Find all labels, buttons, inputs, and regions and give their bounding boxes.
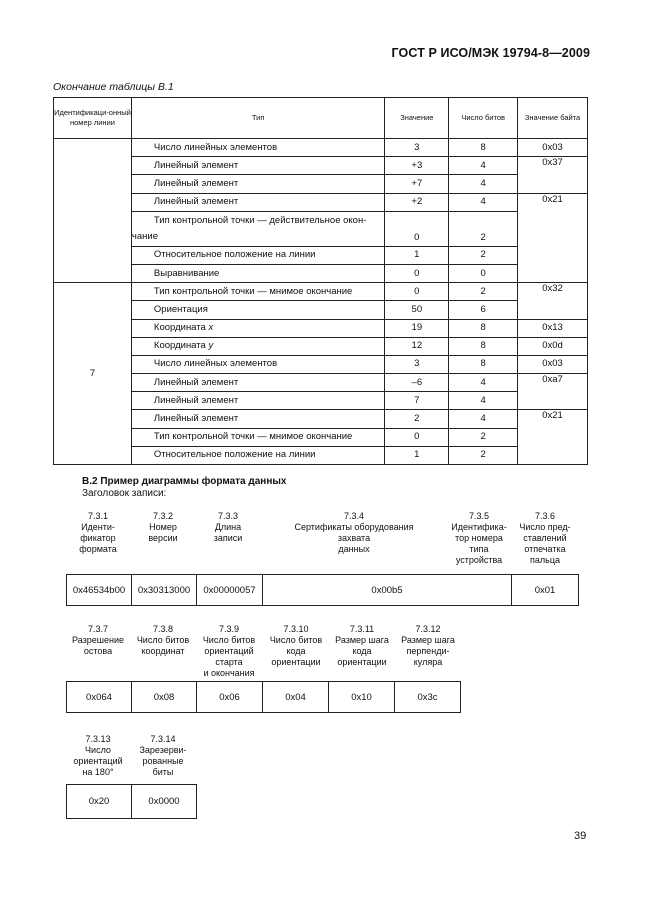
type-prefix: Координата [153, 322, 209, 334]
value-cell: 7 [385, 392, 449, 410]
value-cell: 0 [385, 428, 449, 446]
field-label-coord-bits: 7.3.8 Число битов координат [136, 624, 190, 656]
table-row [54, 139, 588, 157]
byte-cell: 0x21 [518, 193, 588, 283]
bits-cell: 0 [449, 264, 518, 282]
field-label-device-type-id: 7.3.5 Идентифика- тор номера типа устройства [451, 511, 507, 565]
field-label-view-count: 7.3.6 Число пред- ставлений отпечатка пальца [519, 511, 571, 565]
field-label-version: 7.3.2 Номер версии [148, 511, 178, 543]
bits-cell: 2 [449, 428, 518, 446]
id-cell-empty [54, 139, 132, 283]
col-header-type: Тип [131, 98, 384, 139]
type-cell: Линейный элемент [131, 175, 384, 193]
value-cell: 3 [385, 355, 449, 373]
table-row [54, 319, 588, 337]
byte-cell: 0x32 [518, 283, 588, 319]
field-label-skeleton-resolution: 7.3.7 Разрешение остова [72, 624, 124, 656]
table-row [54, 392, 588, 410]
section-title: В.2 Пример диаграммы формата данных [82, 476, 287, 487]
byte-cell: 0xa7 [518, 374, 588, 410]
type-cell [131, 211, 384, 246]
value-cell: –6 [385, 374, 449, 392]
field-label-perpendicular-step: 7.3.12 Размер шага перпенди- куляра [401, 624, 455, 667]
value-cell: +2 [385, 193, 449, 211]
field-label-record-length: 7.3.3 Длина записи [213, 511, 243, 543]
bits-cell: 4 [449, 175, 518, 193]
col-header-value: Значение [385, 98, 449, 139]
bits-cell: 4 [449, 410, 518, 428]
field-value-cell: 0x01 [511, 574, 579, 606]
field-value-cell: 0x10 [328, 681, 395, 713]
diagram-row-1 [66, 574, 579, 606]
value-cell: 1 [385, 446, 449, 464]
table-row [54, 246, 588, 264]
type-cell: Ориентация [131, 301, 384, 319]
value-cell: 0 [385, 211, 449, 246]
type-cell: Относительное положение на линии [131, 246, 384, 264]
field-value-cell: 0x064 [66, 681, 132, 713]
value-cell: 0 [385, 264, 449, 282]
field-label-certificates: 7.3.4 Сертификаты оборудования захвата данных [294, 511, 414, 554]
table-row [54, 264, 588, 282]
value-cell: +3 [385, 157, 449, 175]
value-cell: 1 [385, 246, 449, 264]
bits-cell: 2 [449, 283, 518, 301]
byte-cell: 0x0d [518, 337, 588, 355]
value-cell: 12 [385, 337, 449, 355]
table-row [54, 157, 588, 175]
type-variable: y [208, 340, 214, 352]
value-cell: 50 [385, 301, 449, 319]
type-cell: Тип контрольной точки — мнимое окончание [131, 283, 384, 301]
field-value-cell: 0x20 [66, 784, 132, 819]
id-cell: 7 [54, 283, 132, 465]
field-value-cell: 0x3c [394, 681, 461, 713]
field-label-format-id: 7.3.1 Иденти- фикатор формата [79, 511, 117, 554]
field-label-orientation-step: 7.3.11 Размер шага кода ориентации [335, 624, 389, 667]
byte-cell: 0x03 [518, 355, 588, 373]
type-cell: Линейный элемент [131, 392, 384, 410]
section-subtitle: Заголовок записи: [82, 488, 167, 499]
bits-cell: 4 [449, 374, 518, 392]
col-header-bits: Число битов [449, 98, 518, 139]
field-value-cell: 0x06 [196, 681, 263, 713]
type-cell: Число линейных элементов [131, 139, 384, 157]
col-header-id: Идентификаци-онный номер линии [54, 98, 132, 139]
field-value-cell: 0x0000 [131, 784, 197, 819]
table-row [54, 175, 588, 193]
data-table [53, 97, 588, 465]
table-row [54, 374, 588, 392]
value-cell: 3 [385, 139, 449, 157]
bits-cell: 2 [449, 211, 518, 246]
type-line-1: Тип контрольной точки — действительное окон- [153, 214, 367, 226]
bits-cell: 8 [449, 355, 518, 373]
field-value-cell: 0x00b5 [262, 574, 512, 606]
type-cell: Число линейных элементов [131, 355, 384, 373]
table-header-row [54, 98, 588, 139]
type-cell [131, 337, 384, 355]
type-cell: Относительное положение на линии [131, 446, 384, 464]
field-value-cell: 0x46534b00 [66, 574, 132, 606]
bits-cell: 4 [449, 392, 518, 410]
bits-cell: 2 [449, 446, 518, 464]
byte-cell: 0x37 [518, 157, 588, 193]
value-cell: +7 [385, 175, 449, 193]
field-label-reserved-bits: 7.3.14 Зарезерви- рованные биты [139, 734, 187, 777]
bits-cell: 8 [449, 319, 518, 337]
table-row [54, 337, 588, 355]
type-prefix: Координата [153, 340, 209, 352]
table-row [54, 410, 588, 428]
value-cell: 0 [385, 283, 449, 301]
value-cell: 19 [385, 319, 449, 337]
bits-cell: 4 [449, 193, 518, 211]
bits-cell: 4 [449, 157, 518, 175]
type-line-2: чание [131, 230, 158, 242]
table-row [54, 355, 588, 373]
table-caption: Окончание таблицы В.1 [53, 81, 174, 93]
field-value-cell: 0x00000057 [196, 574, 263, 606]
document-header: ГОСТ Р ИСО/МЭК 19794-8—2009 [391, 46, 590, 60]
bits-cell: 8 [449, 139, 518, 157]
diagram-row-3 [66, 784, 197, 819]
field-value-cell: 0x30313000 [131, 574, 197, 606]
table-row [54, 211, 588, 246]
table-row [54, 193, 588, 211]
type-cell: Выравнивание [131, 264, 384, 282]
bits-cell: 2 [449, 246, 518, 264]
field-value-cell: 0x04 [262, 681, 329, 713]
byte-cell: 0x03 [518, 139, 588, 157]
type-variable: x [208, 322, 214, 334]
type-cell: Линейный элемент [131, 193, 384, 211]
diagram-row-2 [66, 681, 461, 713]
byte-cell: 0x21 [518, 410, 588, 465]
value-cell: 2 [385, 410, 449, 428]
field-label-orientation-180: 7.3.13 Число ориентаций на 180° [73, 734, 123, 777]
type-cell [131, 319, 384, 337]
type-cell: Тип контрольной точки — мнимое окончание [131, 428, 384, 446]
field-label-orientation-bits: 7.3.9 Число битов ориентаций старта и окончания [202, 624, 256, 678]
bits-cell: 6 [449, 301, 518, 319]
type-cell: Линейный элемент [131, 410, 384, 428]
table-row [54, 428, 588, 446]
bits-cell: 8 [449, 337, 518, 355]
col-header-byte: Значение байта [518, 98, 588, 139]
table-row [54, 283, 588, 301]
field-label-orientation-code-bits: 7.3.10 Число битов кода ориентации [269, 624, 323, 667]
field-value-cell: 0x08 [131, 681, 197, 713]
type-cell: Линейный элемент [131, 157, 384, 175]
type-cell: Линейный элемент [131, 374, 384, 392]
table-row [54, 446, 588, 464]
table-row [54, 301, 588, 319]
page-number: 39 [574, 830, 587, 842]
byte-cell: 0x13 [518, 319, 588, 337]
